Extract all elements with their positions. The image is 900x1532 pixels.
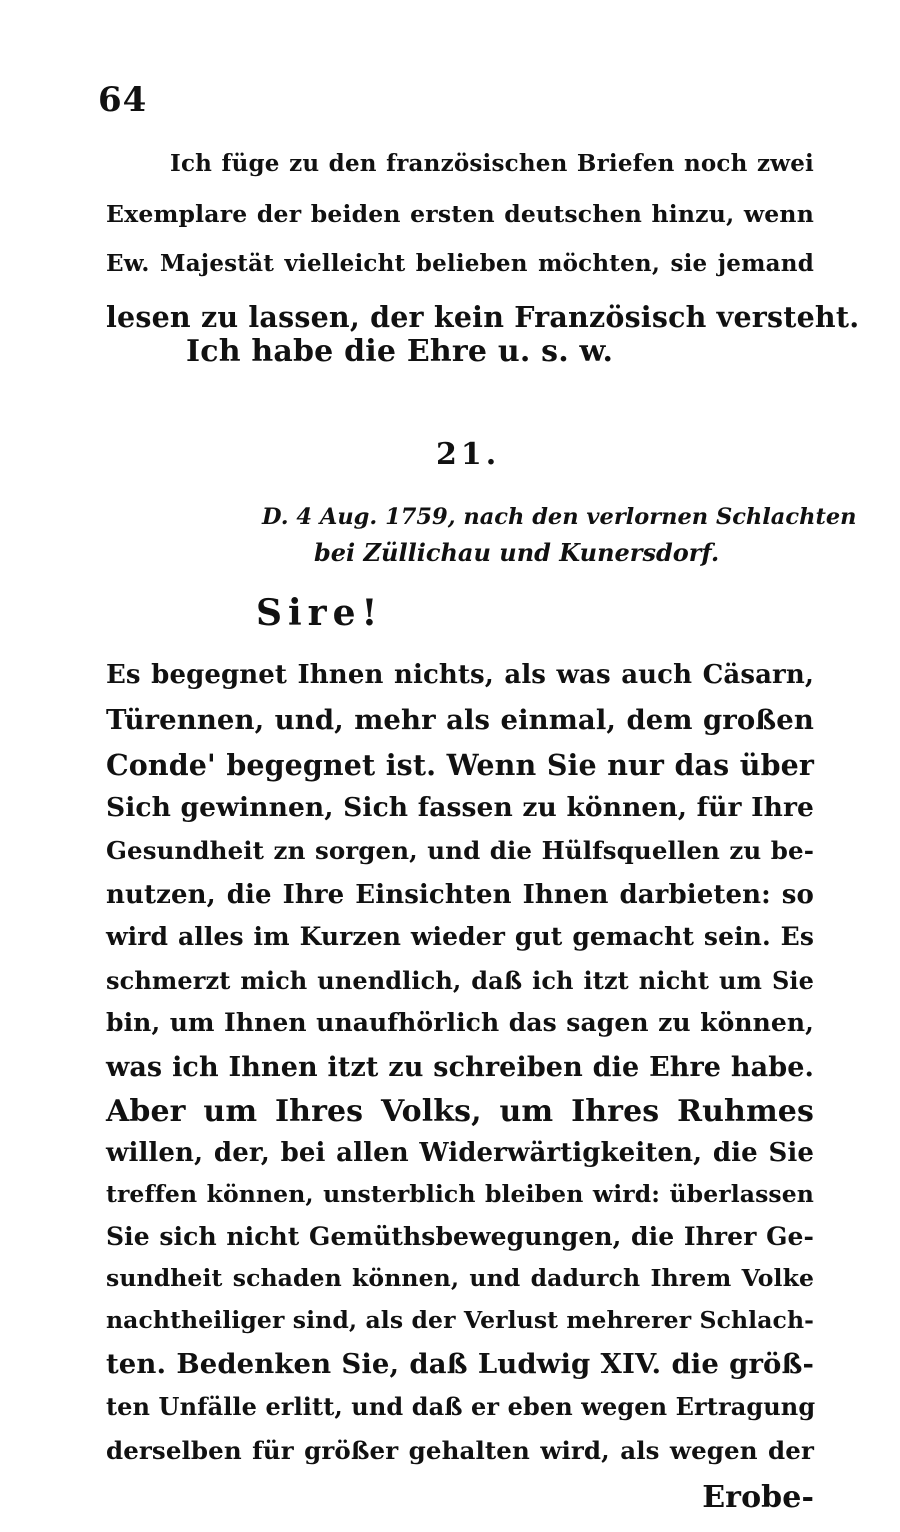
text-line: sundheit schaden können, und dadurch Ihrem Volke — [106, 1264, 814, 1292]
text-line: Gesundheit zn sorgen, und die Hülfsquellen zu be- — [106, 836, 814, 865]
text-line: treffen können, unsterblich bleiben wird: überlassen — [106, 1180, 814, 1208]
text-line: Sie sich nicht Gemüthsbewegungen, die Ihrer Ge- — [106, 1222, 814, 1251]
text-line: Conde' begegnet ist. Wenn Sie nur das über — [106, 748, 814, 782]
text-line: ten. Bedenken Sie, daß Ludwig XIV. die größ- — [106, 1348, 814, 1380]
text-line: Türennen, und, mehr als einmal, dem großen — [106, 704, 814, 736]
text-line: schmerzt mich unendlich, daß ich itzt nicht um Sie — [106, 966, 814, 995]
text-line: lesen zu lassen, der kein Französisch versteht. — [106, 300, 860, 334]
letter-dateline: bei Züllichau und Kunersdorf. — [314, 538, 720, 567]
text-line: nachtheiliger sind, als der Verlust mehrerer Schlach- — [106, 1306, 814, 1334]
text-line: nutzen, die Ihre Einsichten Ihnen darbieten: so — [106, 880, 814, 910]
text-line: wird alles im Kurzen wieder gut gemacht sein. Es — [106, 922, 814, 951]
catchword: Erobe- — [702, 1480, 814, 1515]
letter-number: 21. — [436, 437, 501, 472]
page-number: 64 — [98, 80, 148, 120]
text-line: Aber um Ihres Volks, um Ihres Ruhmes — [106, 1094, 814, 1129]
text-line: Ich füge zu den französischen Briefen noch zwei — [170, 150, 814, 177]
text-line: Sich gewinnen, Sich fassen zu können, für Ihre — [106, 792, 814, 823]
text-line: bin, um Ihnen unaufhörlich das sagen zu können, — [106, 1008, 814, 1037]
text-line: willen, der, bei allen Widerwärtigkeiten, die Sie — [106, 1138, 814, 1168]
closing-formula: Ich habe die Ehre u. s. w. — [186, 334, 614, 369]
text-line: was ich Ihnen itzt zu schreiben die Ehre habe. — [106, 1052, 814, 1083]
text-line: derselben für größer gehalten wird, als wegen der — [106, 1436, 814, 1465]
letter-dateline: D. 4 Aug. 1759, nach den verlornen Schlachten — [262, 504, 857, 530]
text-line: Ew. Majestät vielleicht belieben möchten, sie jemand — [106, 250, 814, 277]
salutation: Sire! — [256, 592, 384, 634]
text-line: Es begegnet Ihnen nichts, als was auch Cäsarn, — [106, 660, 814, 690]
text-line: Exemplare der beiden ersten deutschen hinzu, wenn — [106, 200, 814, 228]
text-line: ten Unfälle erlitt, und daß er eben wegen Ertragung — [106, 1392, 816, 1421]
